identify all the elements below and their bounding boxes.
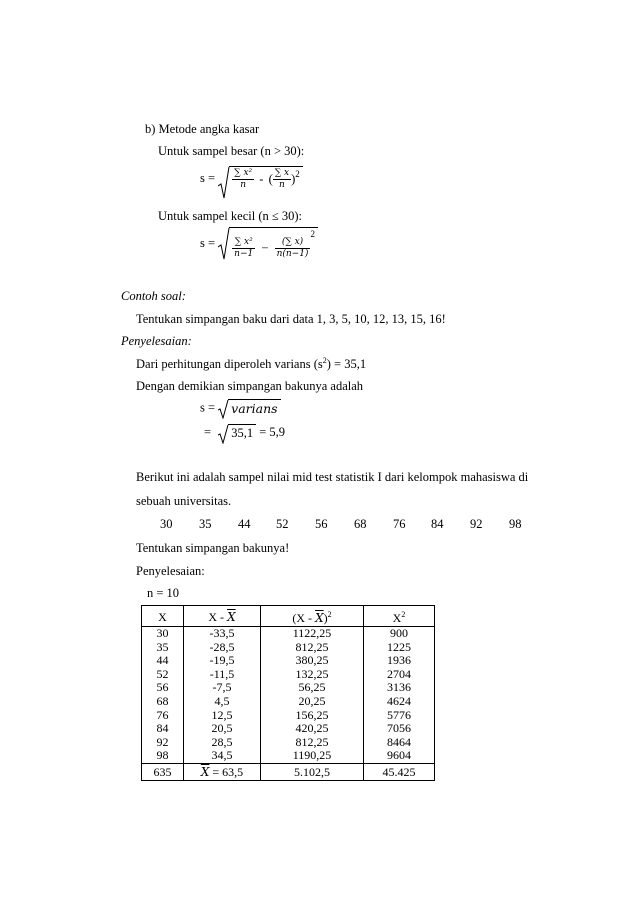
table-total-row	[142, 763, 435, 780]
cell-deviation: 28,5	[184, 736, 261, 750]
exponent: 2	[310, 229, 315, 239]
small-sample-label: Untuk sampel kecil (n ≤ 30):	[158, 209, 302, 223]
table-row	[142, 654, 435, 668]
table-row	[142, 641, 435, 655]
sample-size: n = 10	[147, 586, 180, 600]
cell-squared-deviation: 812,25	[261, 641, 364, 655]
sample-value: 52	[276, 517, 289, 531]
minus-sign: −	[261, 240, 269, 255]
fraction-denominator: n	[279, 180, 285, 190]
cell-squared-deviation: 420,25	[261, 722, 364, 736]
sample-value: 35	[199, 517, 212, 531]
example2-question: Tentukan simpangan bakunya!	[136, 541, 290, 555]
paren-close: )	[291, 172, 296, 186]
cell-squared-deviation: 56,25	[261, 681, 364, 695]
cell-x: 56	[142, 681, 184, 695]
cell-deviation: -19,5	[184, 654, 261, 668]
exponent: 2	[295, 169, 300, 180]
total-squared-deviation: 5.102,5	[261, 763, 364, 780]
sample-value: 98	[509, 517, 522, 531]
cell-deviation: -7,5	[184, 681, 261, 695]
sample-values	[0, 517, 638, 533]
cell-x-squared: 2704	[364, 668, 435, 682]
formula-large-sample	[200, 166, 303, 191]
intro-line-1: Berikut ini adalah sampel nilai mid test statistik I dari kelompok mahasiswa di	[136, 470, 529, 484]
header-x-squared: $X^2$	[364, 606, 435, 627]
sample-value: 76	[393, 517, 406, 531]
table-row	[142, 627, 435, 641]
sample-value: 68	[354, 517, 367, 531]
cell-x: 84	[142, 722, 184, 736]
fraction-numerator: ∑ x	[274, 168, 290, 178]
large-sample-label: Untuk sampel besar (n > 30):	[158, 144, 305, 158]
s-equals: s =	[200, 235, 216, 250]
cell-squared-deviation: 20,25	[261, 695, 364, 709]
table-row	[142, 749, 435, 763]
paren-open: (	[268, 172, 273, 186]
header-deviation: X - $\overline{X}$	[184, 606, 261, 627]
cell-squared-deviation: 1122,25	[261, 627, 364, 641]
conclusion-statement: Dengan demikian simpangan bakunya adalah	[136, 379, 364, 393]
cell-x: 52	[142, 668, 184, 682]
table-row	[142, 681, 435, 695]
cell-x: 98	[142, 749, 184, 763]
s-equals: s =	[200, 400, 216, 415]
cell-x-squared: 1225	[364, 641, 435, 655]
table-header-row	[142, 606, 435, 627]
table-row	[142, 736, 435, 750]
formula-small-sample	[200, 227, 318, 260]
cell-deviation: -28,5	[184, 641, 261, 655]
sqrt-symbol	[218, 166, 303, 191]
cell-x-squared: 5776	[364, 709, 435, 723]
cell-x-squared: 4624	[364, 695, 435, 709]
std-formula	[200, 399, 281, 417]
cell-squared-deviation: 132,25	[261, 668, 364, 682]
cell-deviation: 12,5	[184, 709, 261, 723]
calculation-table	[141, 605, 435, 781]
cell-squared-deviation: 1190,25	[261, 749, 364, 763]
cell-x: 35	[142, 641, 184, 655]
cell-deviation: 4,5	[184, 695, 261, 709]
total-x-squared: 45.425	[364, 763, 435, 780]
example-question: Tentukan simpangan baku dari data 1, 3, 5, 10, 12, 13, 15, 16!	[136, 312, 446, 326]
cell-x-squared: 7056	[364, 722, 435, 736]
sample-value: 30	[160, 517, 173, 531]
table-row	[142, 722, 435, 736]
cell-deviation: -33,5	[184, 627, 261, 641]
cell-squared-deviation: 380,25	[261, 654, 364, 668]
fraction-numerator: ∑ x²	[232, 237, 255, 249]
minus-sign: -	[259, 172, 264, 186]
fraction-numerator: ∑ x²	[234, 168, 253, 178]
example2-solution-label: Penyelesaian:	[136, 564, 205, 578]
total-x: 635	[142, 763, 184, 780]
sample-value: 44	[238, 517, 251, 531]
table-row	[142, 709, 435, 723]
fraction-denominator: n	[240, 180, 247, 190]
cell-x-squared: 9604	[364, 749, 435, 763]
variance-statement: Dari perhitungan diperoleh varians $(s^2) = 35,1$	[136, 356, 367, 372]
header-x: X	[142, 606, 184, 627]
cell-x-squared: 900	[364, 627, 435, 641]
variance-value: 35,1	[228, 424, 256, 441]
cell-deviation: 20,5	[184, 722, 261, 736]
sample-value: 56	[315, 517, 328, 531]
std-result	[204, 424, 285, 441]
cell-x: 76	[142, 709, 184, 723]
fraction-denominator: n−1	[234, 248, 254, 259]
cell-squared-deviation: 812,25	[261, 736, 364, 750]
cell-x: 92	[142, 736, 184, 750]
cell-x-squared: 1936	[364, 654, 435, 668]
cell-x-squared: 8464	[364, 736, 435, 750]
mean-value: $\overline{X} = 63,5$	[184, 763, 261, 780]
s-equals: s =	[200, 171, 216, 185]
table-body	[142, 627, 435, 764]
cell-x: 30	[142, 627, 184, 641]
cell-x: 68	[142, 695, 184, 709]
std-result-value: = 5,9	[259, 425, 285, 439]
intro-line-2: sebuah universitas.	[136, 494, 232, 508]
cell-squared-deviation: 156,25	[261, 709, 364, 723]
sample-value: 84	[431, 517, 444, 531]
equals-sign: =	[204, 425, 212, 439]
example-label: Contoh soal:	[121, 289, 186, 303]
cell-deviation: 34,5	[184, 749, 261, 763]
method-heading: b) Metode angka kasar	[145, 122, 260, 136]
sqrt-symbol	[218, 399, 280, 417]
solution-label: Penyelesaian:	[121, 334, 192, 348]
table-row	[142, 668, 435, 682]
cell-deviation: -11,5	[184, 668, 261, 682]
sqrt-symbol	[218, 424, 256, 441]
sqrt-symbol	[218, 227, 318, 260]
header-squared-deviation: $(X - \overline{X})^2$	[261, 606, 364, 627]
varians-term: varians	[228, 399, 280, 416]
cell-x-squared: 3136	[364, 681, 435, 695]
cell-x: 44	[142, 654, 184, 668]
fraction-denominator: n(n−1)	[276, 248, 309, 259]
sample-value: 92	[470, 517, 483, 531]
fraction-numerator: (∑ x)	[275, 237, 311, 249]
table-row	[142, 695, 435, 709]
